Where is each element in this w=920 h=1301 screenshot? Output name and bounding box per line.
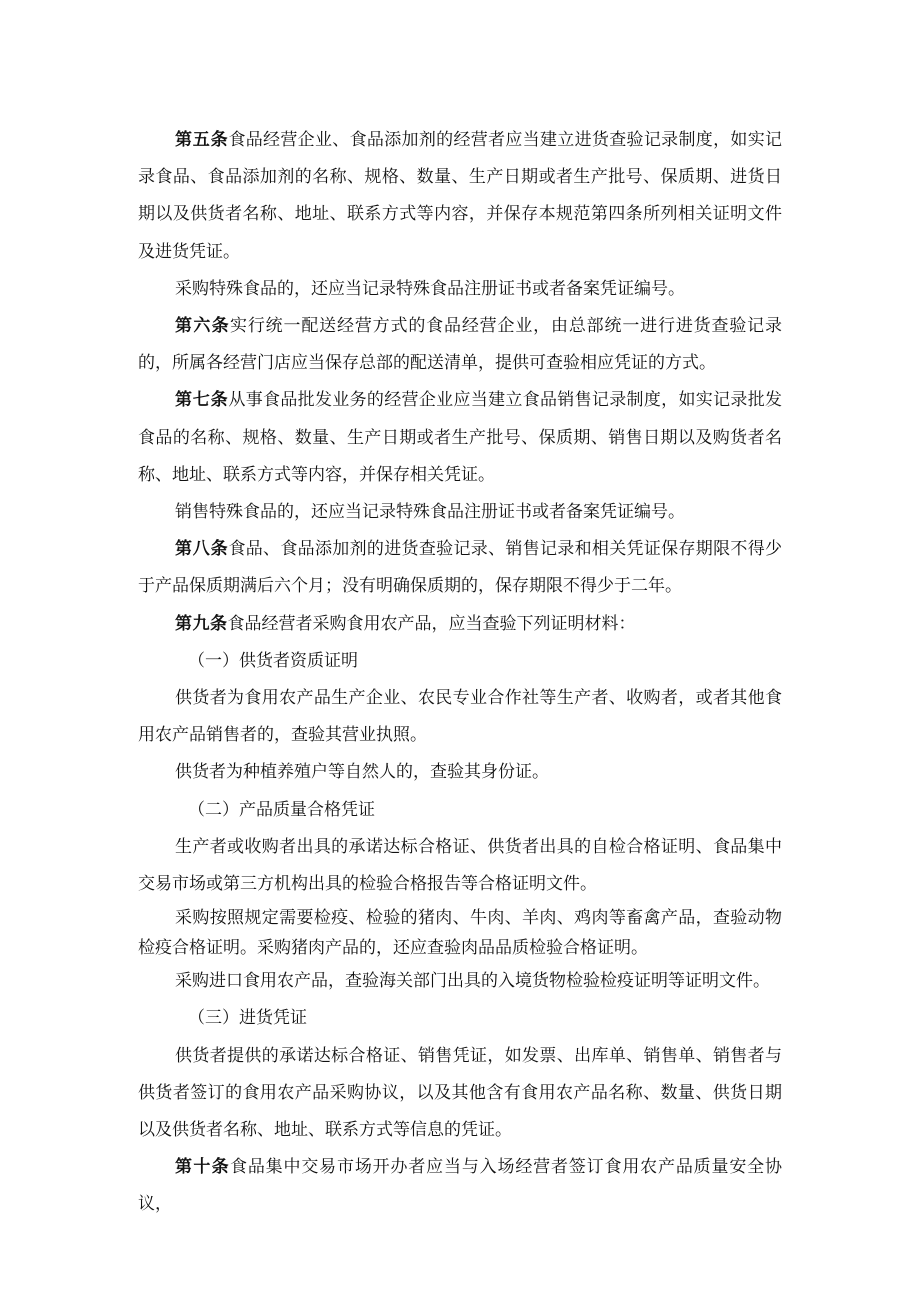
paragraph-text: 销售特殊食品的，还应当记录特殊食品注册证书或者备案凭证编号。 xyxy=(175,502,685,523)
article-8-text: 食品、食品添加剂的进货查验记录、销售记录和相关凭证保存期限不得少于产品保质期满后六个月；没有明确保质期的，保存期限不得少于二年。 xyxy=(138,539,783,597)
section-3-heading xyxy=(138,1000,782,1037)
document-body xyxy=(138,122,782,1224)
section-heading-text: （一）供货者资质证明 xyxy=(188,650,358,671)
article-5-paragraph xyxy=(138,122,782,271)
section-1-business-license-paragraph xyxy=(138,680,782,754)
article-6-paragraph xyxy=(138,308,782,382)
article-7-heading: 第七条 xyxy=(175,390,229,411)
article-6-heading: 第六条 xyxy=(175,316,230,337)
section-1-heading xyxy=(138,643,782,680)
article-8-paragraph xyxy=(138,531,782,605)
section-1-id-card-paragraph xyxy=(138,754,782,791)
section-2-certificates-paragraph xyxy=(138,829,782,903)
section-heading-text: （三）进货凭证 xyxy=(188,1008,307,1029)
article-5-text: 食品经营企业、食品添加剂的经营者应当建立进货查验记录制度，如实记录食品、食品添加剂的名称、规格、数量、生产日期或者生产批号、保质期、进货日期以及供货者名称、地址、联系方式等内容，并保存本规范第四条所列相关证明文件及进货凭证。 xyxy=(138,130,783,262)
article-5-heading: 第五条 xyxy=(175,130,229,150)
section-3-receipts-paragraph xyxy=(138,1038,782,1150)
paragraph-text: 采购按照规定需要检疫、检验的猪肉、牛肉、羊肉、鸡肉等畜禽产品，查验动物检疫合格证明。采购猪肉产品的，还应查验肉品品质检验合格证明。 xyxy=(138,908,782,959)
article-7-paragraph xyxy=(138,382,782,494)
article-5-special-food-paragraph xyxy=(138,271,782,308)
article-10-paragraph xyxy=(138,1149,782,1223)
article-7-special-food-paragraph xyxy=(138,494,782,531)
article-10-text: 食品集中交易市场开办者应当与入场经营者签订食用农产品质量安全协议， xyxy=(138,1157,782,1215)
paragraph-text: 采购进口食用农产品，查验海关部门出具的入境货物检验检疫证明等证明文件。 xyxy=(175,971,770,992)
paragraph-text: 供货者为食用农产品生产企业、农民专业合作社等生产者、收购者，或者其他食用农产品销售者的，查验其营业执照。 xyxy=(138,688,782,746)
paragraph-text: 供货者为种植养殖户等自然人的，查验其身份证。 xyxy=(175,762,549,783)
paragraph-text: 采购特殊食品的，还应当记录特殊食品注册证书或者备案凭证编号。 xyxy=(175,278,685,299)
article-6-text: 实行统一配送经营方式的食品经营企业，由总部统一进行进货查验记录的，所属各经营门店应当保存总部的配送清单，提供可查验相应凭证的方式。 xyxy=(138,316,782,374)
section-2-import-paragraph xyxy=(138,963,782,1000)
article-7-text: 从事食品批发业务的经营企业应当建立食品销售记录制度，如实记录批发食品的名称、规格、数量、生产日期或者生产批号、保质期、销售日期以及购货者名称、地址、联系方式等内容，并保存相关凭证。 xyxy=(138,390,783,485)
article-8-heading: 第八条 xyxy=(175,539,229,560)
article-9-text: 食品经营者采购食用农产品，应当查验下列证明材料： xyxy=(227,613,636,634)
paragraph-text: 生产者或收购者出具的承诺达标合格证、供货者出具的自检合格证明、食品集中交易市场或第三方机构出具的检验合格报告等合格证明文件。 xyxy=(138,836,782,895)
paragraph-text: 供货者提供的承诺达标合格证、销售凭证，如发票、出库单、销售单、销售者与供货者签订的食用农产品采购协议，以及其他含有食用农产品名称、数量、供货日期以及供货者名称、地址、联系方式等信息的凭证。 xyxy=(138,1045,782,1141)
article-10-heading: 第十条 xyxy=(175,1157,230,1178)
section-2-heading xyxy=(138,792,782,829)
section-2-quarantine-paragraph xyxy=(138,903,782,963)
section-heading-text: （二）产品质量合格凭证 xyxy=(188,799,375,820)
article-9-paragraph xyxy=(138,606,782,643)
article-9-heading: 第九条 xyxy=(175,613,228,634)
